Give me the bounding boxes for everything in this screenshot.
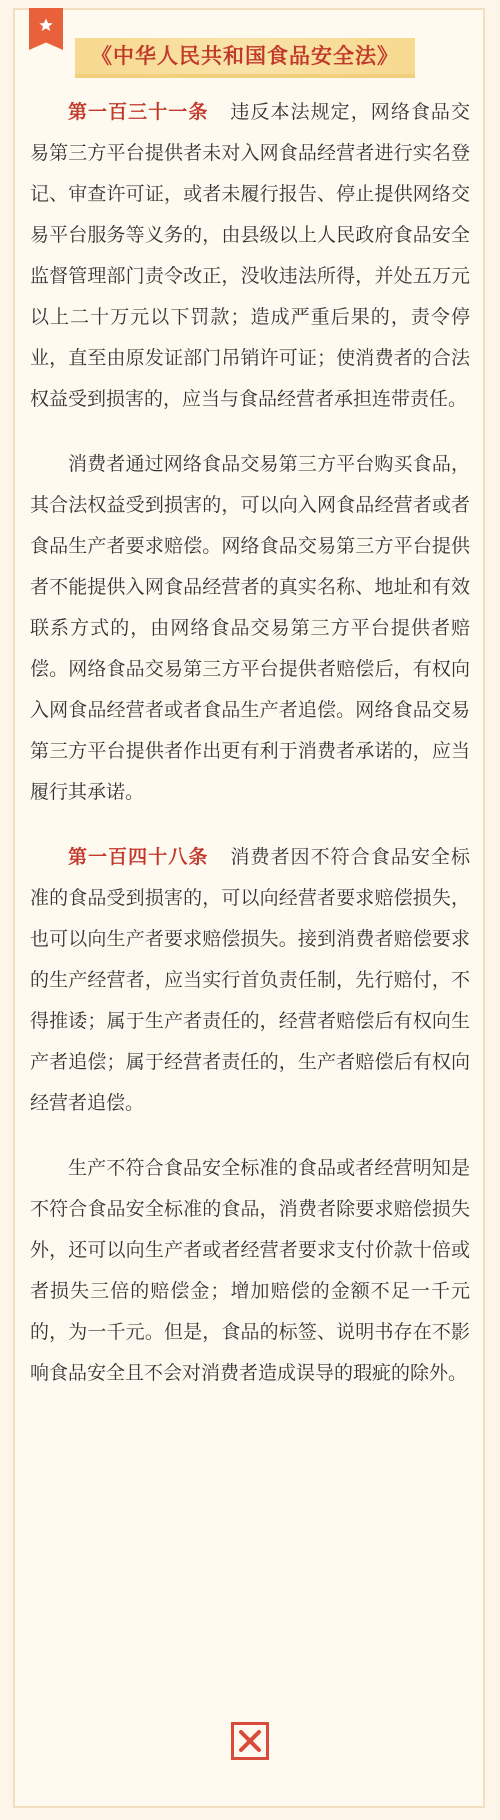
star-icon xyxy=(38,17,54,33)
close-x-icon xyxy=(231,1722,269,1760)
paragraph xyxy=(30,92,470,420)
paragraph-text: 生产不符合食品安全标准的食品或者经营明知是不符合食品安全标准的食品，消费者除要求赔偿损失外，还可以向生产者或者经营者要求支付价款十倍或者损失三倍的赔偿金；增加赔偿的金额不足一千元的，为一千元。但是，食品的标签、说明书存在不影响食品安全且不会对消费者造成误导的瑕疵的除外。 xyxy=(30,1157,470,1384)
paragraph-text: 消费者通过网络食品交易第三方平台购买食品，其合法权益受到损害的，可以向入网食品经营者或者食品生产者要求赔偿。网络食品交易第三方平台提供者不能提供入网食品经营者的真实名称、地址和有效联系方式的，由网络食品交易第三方平台提供者赔偿。网络食品交易第三方平台提供者赔偿后，有权向入网食品经营者或者食品生产者追偿。网络食品交易第三方平台提供者作出更有利于消费者承诺的，应当履行其承诺。 xyxy=(30,453,470,803)
paragraph xyxy=(30,444,470,813)
paragraph-text: 违反本法规定，网络食品交易第三方平台提供者未对入网食品经营者进行实名登记、审查许可证，或者未履行报告、停止提供网络交易平台服务等义务的，由县级以上人民政府食品安全监督管理部门责令改正，没收违法所得，并处五万元以上二十万元以下罚款；造成严重后果的，责令停业，直至由原发证部门吊销许可证；使消费者的合法权益受到损害的，应当与食品经营者承担连带责任。 xyxy=(30,101,470,410)
paragraph xyxy=(30,837,470,1124)
title-band-shadow xyxy=(75,74,415,78)
article-content xyxy=(30,92,470,1418)
page-title: 《中华人民共和国食品安全法》 xyxy=(91,44,399,68)
article-number: 第一百三十一条 xyxy=(68,101,209,123)
paragraph xyxy=(30,1148,470,1394)
article-number: 第一百四十八条 xyxy=(68,846,209,868)
paragraph-text: 消费者因不符合食品安全标准的食品受到损害的，可以向经营者要求赔偿损失，也可以向生产者要求赔偿损失。接到消费者赔偿要求的生产经营者，应当实行首负责任制，先行赔付，不得推诿；属于生产者责任的，经营者赔偿后有权向生产者追偿；属于经营者责任的，生产者赔偿后有权向经营者追偿。 xyxy=(30,846,470,1114)
